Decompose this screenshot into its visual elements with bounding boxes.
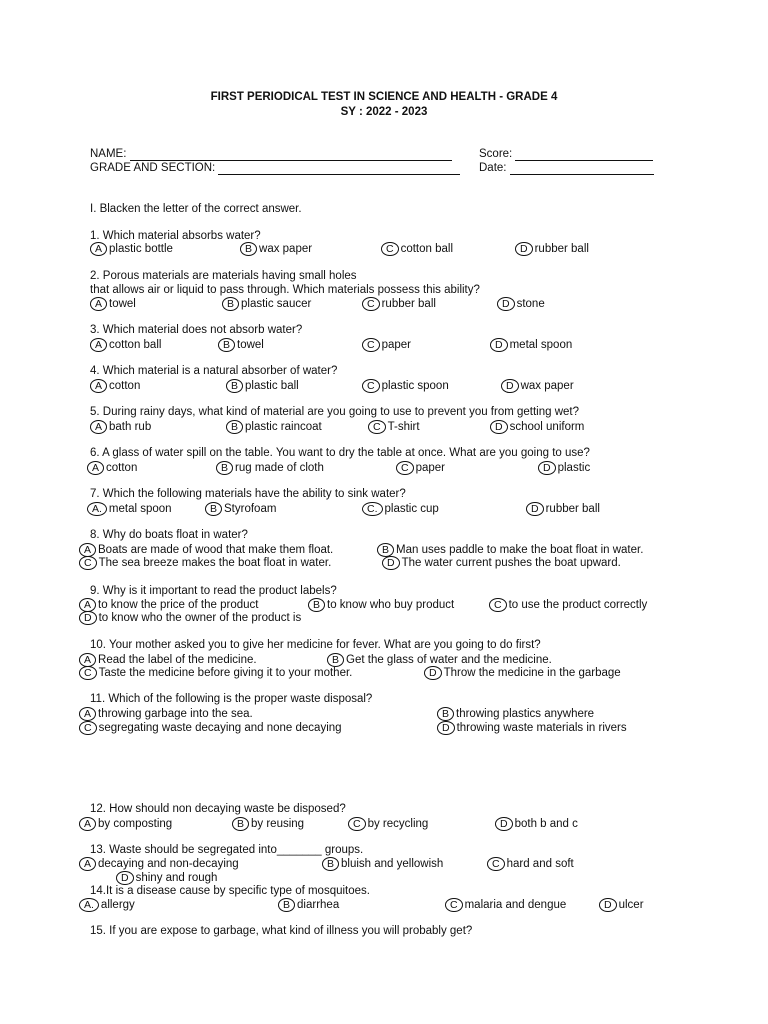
option-text: plastic ball [245, 380, 299, 392]
option-text: by recycling [367, 818, 429, 830]
option-letter-bubble[interactable]: A [87, 461, 104, 475]
answer-option[interactable] [79, 611, 301, 625]
option-text: malaria and dengue [464, 899, 567, 911]
option-letter-bubble[interactable]: D [79, 611, 97, 625]
option-letter-bubble[interactable]: B [322, 857, 339, 871]
option-letter-bubble[interactable]: C [487, 857, 505, 871]
option-letter-bubble[interactable]: C [445, 898, 463, 912]
answer-option[interactable] [79, 666, 352, 680]
option-letter-bubble[interactable]: A [90, 338, 107, 352]
answer-option[interactable] [348, 817, 428, 831]
option-text: plastic [557, 462, 591, 474]
answer-option[interactable] [501, 379, 574, 393]
answer-option[interactable] [489, 598, 647, 612]
answer-option[interactable] [377, 543, 643, 557]
option-letter-bubble[interactable]: C. [362, 502, 383, 516]
option-text: to know who buy product [327, 599, 455, 611]
answer-option[interactable] [87, 502, 172, 516]
answer-option[interactable] [487, 857, 574, 871]
option-text: plastic spoon [381, 380, 449, 392]
answer-option[interactable] [362, 379, 449, 393]
option-text: segregating waste decaying and none decaying [98, 722, 342, 734]
option-letter-bubble[interactable]: B [377, 543, 394, 557]
option-letter-bubble[interactable]: A [79, 707, 96, 721]
option-text: towel [109, 298, 136, 310]
option-letter-bubble[interactable]: B [240, 242, 257, 256]
option-letter-bubble[interactable]: D [490, 338, 508, 352]
option-text: cotton [106, 462, 138, 474]
answer-option[interactable] [381, 242, 453, 256]
option-text: rug made of cloth [235, 462, 324, 474]
option-letter-bubble[interactable]: A [79, 653, 96, 667]
test-title: FIRST PERIODICAL TEST IN SCIENCE AND HEALTH - GRADE 4 [210, 91, 558, 103]
answer-option[interactable] [308, 598, 454, 612]
option-letter-bubble[interactable]: D [382, 556, 400, 570]
option-letter-bubble[interactable]: D [116, 871, 134, 885]
question-text: 6. A glass of water spill on the table. You want to dry the table at once. What are you going to use? [90, 447, 590, 459]
option-text: rubber ball [534, 243, 589, 255]
option-text: decaying and non-decaying [98, 858, 239, 870]
score-label: Score: [479, 148, 513, 160]
question-text: 10. Your mother asked you to give her medicine for fever. What are you going to do first? [90, 639, 541, 651]
answer-option[interactable] [116, 871, 217, 885]
option-letter-bubble[interactable]: C [79, 721, 97, 735]
option-letter-bubble[interactable]: B [216, 461, 233, 475]
question-text: 2. Porous materials are materials having small holes [90, 270, 357, 282]
name-blank[interactable] [130, 148, 452, 161]
grade-blank[interactable] [218, 162, 460, 175]
option-text: The sea breeze makes the boat float in water. [98, 557, 332, 569]
option-letter-bubble[interactable]: A. [79, 898, 99, 912]
answer-option[interactable] [526, 502, 600, 516]
question-text: 7. Which the following materials have the ability to sink water? [90, 488, 406, 500]
answer-option[interactable] [382, 556, 621, 570]
option-letter-bubble[interactable]: B [226, 379, 243, 393]
option-text: Boats are made of wood that make them float. [98, 544, 334, 556]
score-blank[interactable] [515, 148, 653, 161]
question-text: 14.It is a disease cause by specific type of mosquitoes. [90, 885, 370, 897]
answer-option[interactable] [87, 461, 137, 475]
option-text: hard and soft [506, 858, 574, 870]
option-letter-bubble[interactable]: B [327, 653, 344, 667]
question-text: 4. Which material is a natural absorber of water? [90, 365, 338, 377]
option-letter-bubble[interactable]: B [218, 338, 235, 352]
question-text: 8. Why do boats float in water? [90, 529, 248, 541]
answer-option[interactable] [362, 502, 439, 516]
option-text: wax paper [520, 380, 574, 392]
answer-option[interactable] [79, 543, 333, 557]
answer-option[interactable] [222, 297, 311, 311]
answer-option[interactable] [90, 379, 140, 393]
option-letter-bubble[interactable]: D [490, 420, 508, 434]
answer-option[interactable] [445, 898, 566, 912]
option-text: shiny and rough [135, 872, 218, 884]
question-text: 13. Waste should be segregated into_______ groups. [90, 844, 364, 856]
option-letter-bubble[interactable]: A. [87, 502, 107, 516]
option-letter-bubble[interactable]: C [362, 338, 380, 352]
option-text: Throw the medicine in the garbage [443, 667, 621, 679]
option-letter-bubble[interactable]: C [381, 242, 399, 256]
date-label: Date: [479, 162, 507, 174]
option-letter-bubble[interactable]: C [368, 420, 386, 434]
date-field[interactable] [479, 161, 654, 175]
option-text: Read the label of the medicine. [98, 654, 257, 666]
option-text: cotton ball [400, 243, 454, 255]
option-letter-bubble[interactable]: B [222, 297, 239, 311]
option-text: diarrhea [297, 899, 340, 911]
option-letter-bubble[interactable]: C [362, 297, 380, 311]
question-text: 3. Which material does not absorb water? [90, 324, 303, 336]
option-letter-bubble[interactable]: A [90, 242, 107, 256]
option-text: to know the price of the product [98, 599, 259, 611]
option-letter-bubble[interactable]: B [226, 420, 243, 434]
answer-option[interactable] [79, 817, 172, 831]
answer-option[interactable] [490, 338, 572, 352]
option-letter-bubble[interactable]: C [348, 817, 366, 831]
option-text: T-shirt [387, 421, 420, 433]
option-text: towel [237, 339, 264, 351]
option-text: rubber ball [381, 298, 436, 310]
date-blank[interactable] [510, 162, 654, 175]
option-letter-bubble[interactable]: D [495, 817, 513, 831]
answer-option[interactable] [437, 707, 594, 721]
answer-option[interactable] [437, 721, 627, 735]
option-text: The water current pushes the boat upward. [401, 557, 621, 569]
option-text: Man uses paddle to make the boat float in water. [396, 544, 644, 556]
answer-option[interactable] [90, 297, 136, 311]
option-text: ulcer [618, 899, 644, 911]
option-letter-bubble[interactable]: D [424, 666, 442, 680]
grade-label: GRADE AND SECTION: [90, 162, 216, 174]
answer-option[interactable] [79, 857, 239, 871]
question-text: 11. Which of the following is the proper waste disposal? [90, 693, 373, 705]
option-letter-bubble[interactable]: D [437, 721, 455, 735]
option-text: Styrofoam [224, 503, 277, 515]
answer-option[interactable] [79, 707, 253, 721]
option-letter-bubble[interactable]: A [79, 817, 96, 831]
answer-option[interactable] [79, 721, 342, 735]
answer-option[interactable] [424, 666, 621, 680]
option-letter-bubble[interactable]: D [538, 461, 556, 475]
option-text: by reusing [251, 818, 305, 830]
option-letter-bubble[interactable]: D [599, 898, 617, 912]
option-letter-bubble[interactable]: A [79, 857, 96, 871]
option-text: throwing plastics anywhere [456, 708, 595, 720]
option-letter-bubble[interactable]: A [79, 543, 96, 557]
answer-option[interactable] [495, 817, 578, 831]
option-letter-bubble[interactable]: A [79, 598, 96, 612]
instructions: I. Blacken the letter of the correct answer. [90, 203, 302, 215]
name-label: NAME: [90, 148, 127, 160]
answer-option[interactable] [322, 857, 443, 871]
option-text: school uniform [509, 421, 585, 433]
answer-option[interactable] [232, 817, 304, 831]
option-letter-bubble[interactable]: D [501, 379, 519, 393]
answer-option[interactable] [226, 420, 322, 434]
option-letter-bubble[interactable]: C [79, 556, 97, 570]
option-letter-bubble[interactable]: D [526, 502, 544, 516]
answer-option[interactable] [90, 242, 173, 256]
option-letter-bubble[interactable]: C [489, 598, 507, 612]
option-letter-bubble[interactable]: B [308, 598, 325, 612]
option-text: Taste the medicine before giving it to your mother. [98, 667, 353, 679]
option-text: both b and c [514, 818, 578, 830]
option-text: metal spoon [108, 503, 172, 515]
option-text: cotton [109, 380, 141, 392]
answer-option[interactable] [396, 461, 445, 475]
answer-option[interactable] [90, 420, 151, 434]
option-letter-bubble[interactable]: D [497, 297, 515, 311]
answer-option[interactable] [368, 420, 420, 434]
answer-option[interactable] [79, 598, 258, 612]
answer-option[interactable] [515, 242, 589, 256]
answer-option[interactable] [278, 898, 339, 912]
option-text: stone [516, 298, 545, 310]
answer-option[interactable] [497, 297, 545, 311]
option-letter-bubble[interactable]: C [79, 666, 97, 680]
option-text: by composting [98, 818, 173, 830]
option-letter-bubble[interactable]: D [515, 242, 533, 256]
option-letter-bubble[interactable]: B [278, 898, 295, 912]
question-text: that allows air or liquid to pass through. Which materials possess this ability? [90, 284, 480, 296]
option-text: throwing garbage into the sea. [98, 708, 253, 720]
school-year: SY : 2022 - 2023 [340, 106, 428, 118]
option-text: Get the glass of water and the medicine. [346, 654, 552, 666]
answer-option[interactable] [205, 502, 276, 516]
option-letter-bubble[interactable]: C [396, 461, 414, 475]
option-text: to know who the owner of the product is [98, 612, 302, 624]
answer-option[interactable] [226, 379, 299, 393]
option-text: throwing waste materials in rivers [456, 722, 627, 734]
question-text: 1. Which material absorbs water? [90, 230, 261, 242]
option-text: rubber ball [545, 503, 600, 515]
answer-option[interactable] [490, 420, 584, 434]
question-text: 15. If you are expose to garbage, what kind of illness you will probably get? [90, 925, 473, 937]
answer-option[interactable] [79, 653, 257, 667]
question-text: 12. How should non decaying waste be disposed? [90, 803, 346, 815]
option-letter-bubble[interactable]: A [90, 420, 107, 434]
answer-option[interactable] [240, 242, 312, 256]
answer-option[interactable] [362, 297, 436, 311]
grade-field[interactable] [90, 161, 460, 175]
answer-option[interactable] [216, 461, 324, 475]
option-text: to use the product correctly [508, 599, 648, 611]
option-text: plastic cup [384, 503, 439, 515]
option-letter-bubble[interactable]: B [437, 707, 454, 721]
question-text: 9. Why is it important to read the product labels? [90, 585, 337, 597]
answer-option[interactable] [79, 556, 331, 570]
option-text: metal spoon [509, 339, 573, 351]
option-text: paper [381, 339, 412, 351]
question-text: 5. During rainy days, what kind of material are you going to use to prevent you from getting wet? [90, 406, 580, 418]
option-letter-bubble[interactable]: B [205, 502, 222, 516]
option-text: allergy [100, 899, 135, 911]
answer-option[interactable] [327, 653, 552, 667]
option-text: plastic saucer [241, 298, 312, 310]
option-text: wax paper [259, 243, 313, 255]
answer-option[interactable] [218, 338, 264, 352]
name-field[interactable] [90, 147, 452, 161]
answer-option[interactable] [362, 338, 411, 352]
option-text: plastic bottle [109, 243, 173, 255]
option-letter-bubble[interactable]: A [90, 297, 107, 311]
option-text: plastic raincoat [245, 421, 322, 433]
score-field[interactable] [479, 147, 653, 161]
answer-option[interactable] [90, 338, 161, 352]
option-text: bath rub [109, 421, 152, 433]
option-text: paper [415, 462, 446, 474]
option-text: cotton ball [109, 339, 162, 351]
answer-option[interactable] [79, 898, 135, 912]
answer-option[interactable] [538, 461, 590, 475]
option-letter-bubble[interactable]: C [362, 379, 380, 393]
answer-option[interactable] [599, 898, 644, 912]
option-text: bluish and yellowish [341, 858, 444, 870]
option-letter-bubble[interactable]: A [90, 379, 107, 393]
option-letter-bubble[interactable]: B [232, 817, 249, 831]
